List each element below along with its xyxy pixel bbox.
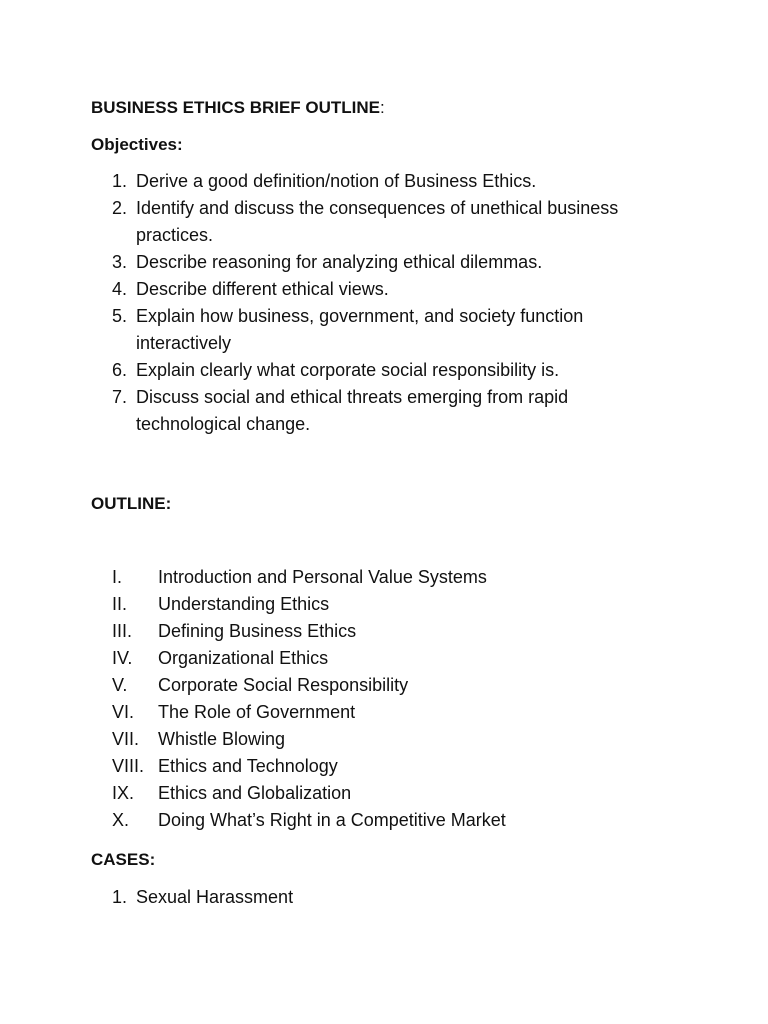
outline-item xyxy=(91,780,651,807)
objective-item xyxy=(91,384,651,438)
outline-number: II. xyxy=(112,594,128,614)
objective-number: 3. xyxy=(112,252,128,272)
outline-text: Introduction and Personal Value Systems xyxy=(158,567,487,587)
objective-number: 4. xyxy=(112,279,128,299)
objectives-heading: Objectives: xyxy=(91,135,183,154)
outline-text: Understanding Ethics xyxy=(158,594,330,614)
objective-text: Discuss social and ethical threats emerging from rapid technological change. xyxy=(136,387,569,434)
outline-text: Organizational Ethics xyxy=(158,648,329,668)
outline-number: VI. xyxy=(112,702,135,722)
outline-item xyxy=(91,645,651,672)
objective-item xyxy=(91,249,651,276)
outline-number: V. xyxy=(112,675,128,695)
outline-text: The Role of Government xyxy=(158,702,356,722)
objective-text: Describe different ethical views. xyxy=(136,279,389,299)
outline-item xyxy=(91,591,651,618)
outline-heading: OUTLINE: xyxy=(91,494,172,513)
outline-number: VII. xyxy=(112,729,140,749)
cases-heading: CASES: xyxy=(91,850,156,869)
outline-text: Ethics and Technology xyxy=(158,756,338,776)
outline-item xyxy=(91,753,651,780)
objective-item xyxy=(91,195,651,249)
document-title xyxy=(91,94,385,121)
objective-number: 1. xyxy=(112,171,128,191)
objective-item xyxy=(91,168,651,195)
outline-item xyxy=(91,807,651,834)
outline-item xyxy=(91,726,651,753)
objective-item xyxy=(91,276,651,303)
outline-item xyxy=(91,618,651,645)
outline-text: Corporate Social Responsibility xyxy=(158,675,409,695)
objective-number: 5. xyxy=(112,306,128,326)
objective-text: Identify and discuss the consequences of unethical business practices. xyxy=(136,198,619,245)
objective-item xyxy=(91,303,651,357)
outline-number: X. xyxy=(112,810,130,830)
outline-item xyxy=(91,564,651,591)
objective-text: Describe reasoning for analyzing ethical dilemmas. xyxy=(136,252,543,272)
outline-text: Ethics and Globalization xyxy=(158,783,352,803)
objective-text: Explain how business, government, and society function interactively xyxy=(136,306,584,353)
outline-item xyxy=(91,699,651,726)
objective-number: 2. xyxy=(112,198,128,218)
outline-text: Doing What’s Right in a Competitive Market xyxy=(158,810,506,830)
outline-number: III. xyxy=(112,621,133,641)
outline-number: I. xyxy=(112,567,123,587)
outline-item xyxy=(91,672,651,699)
outline-number: IX. xyxy=(112,783,135,803)
objective-text: Explain clearly what corporate social responsibility is. xyxy=(136,360,560,380)
outline-text: Defining Business Ethics xyxy=(158,621,357,641)
document-title-colon: : xyxy=(380,98,385,117)
outline-list xyxy=(91,564,651,834)
case-item xyxy=(91,884,651,911)
objectives-list xyxy=(91,168,651,438)
objective-item xyxy=(91,357,651,384)
document-title-text: BUSINESS ETHICS BRIEF OUTLINE xyxy=(91,98,381,117)
cases-list xyxy=(91,884,651,911)
case-text: Sexual Harassment xyxy=(136,887,294,907)
outline-number: IV. xyxy=(112,648,133,668)
case-number: 1. xyxy=(112,887,128,907)
objective-number: 7. xyxy=(112,387,128,407)
objective-number: 6. xyxy=(112,360,128,380)
objective-text: Derive a good definition/notion of Business Ethics. xyxy=(136,171,537,191)
outline-text: Whistle Blowing xyxy=(158,729,286,749)
outline-number: VIII. xyxy=(112,756,145,776)
